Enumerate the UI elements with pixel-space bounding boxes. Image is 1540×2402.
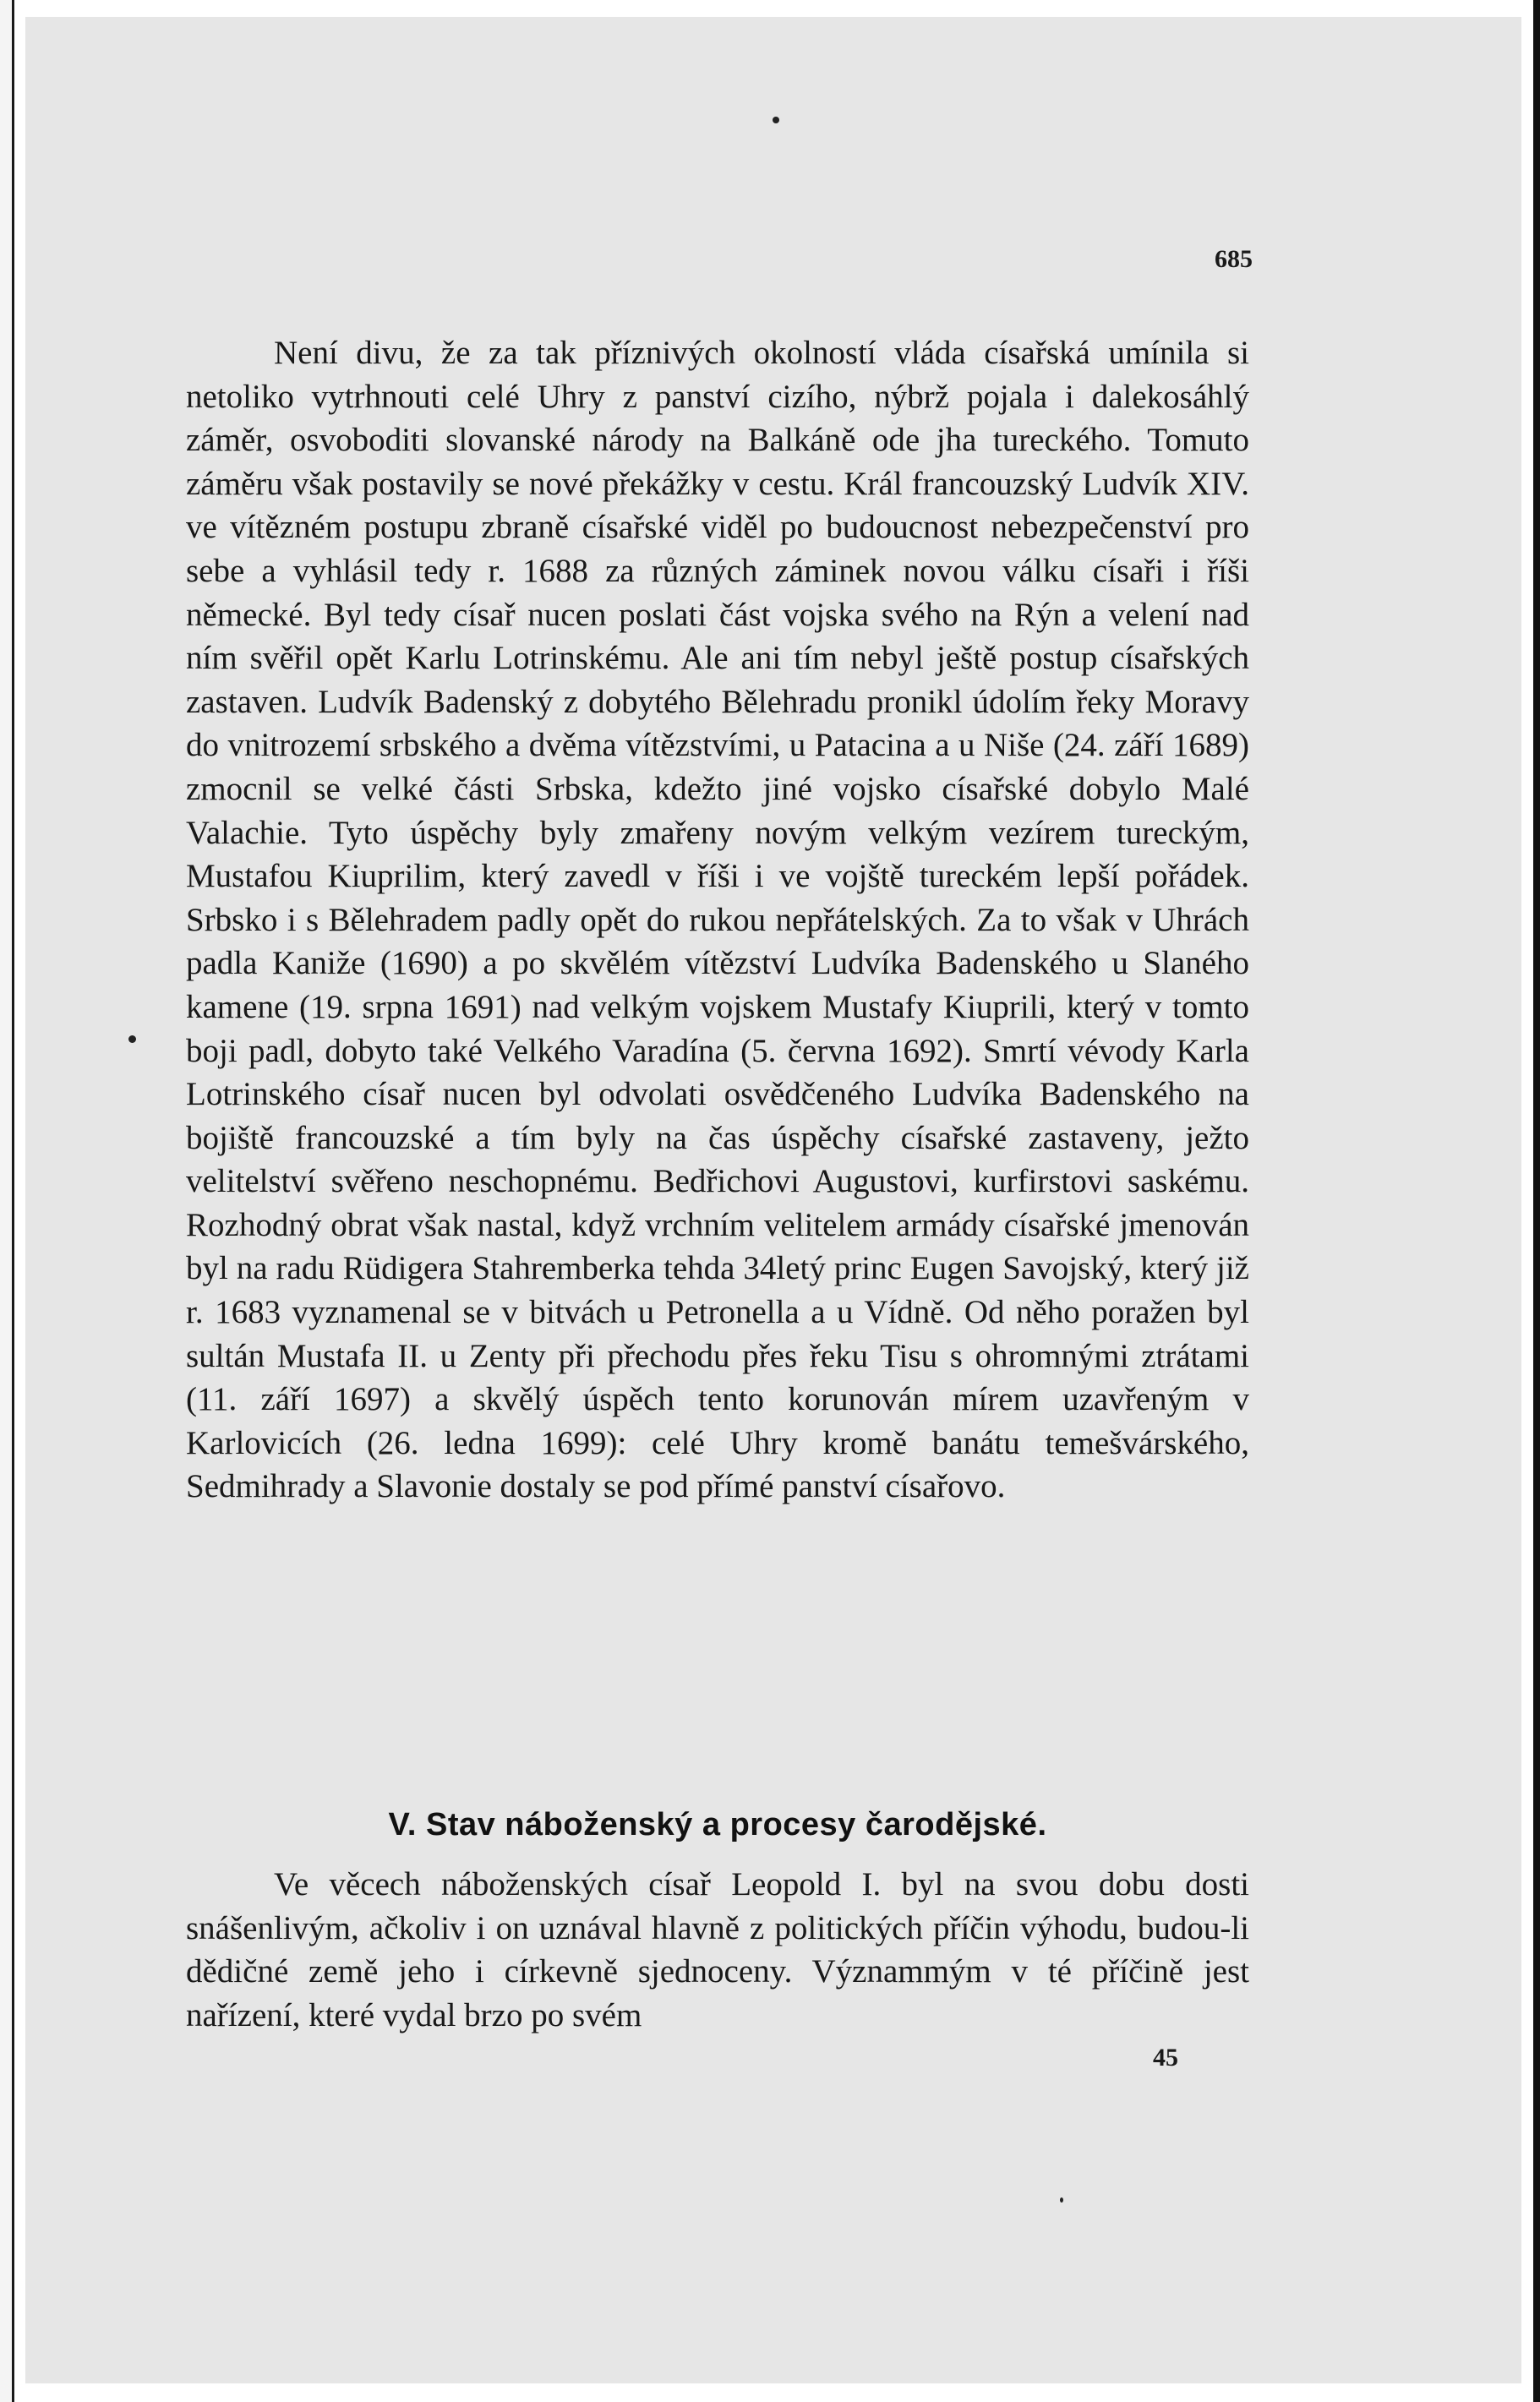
dust-speck [128, 1035, 136, 1043]
dust-speck [773, 117, 779, 123]
section-text-block [186, 1863, 1249, 2037]
dust-speck [1060, 2197, 1063, 2203]
section-heading: V. Stav náboženský a procesy čarodějské. [388, 1807, 1047, 1842]
signature-mark: 45 [1153, 2044, 1178, 2072]
left-binding-edge [0, 0, 14, 2402]
page-number: 685 [1215, 245, 1253, 273]
paragraph-1: Není divu, že za tak příznivých okolností vláda císařská umínila si netoliko vytrhnouti celé Uhry z panství cizího, nýbrž pojala i dalekosáhlý záměr, osvoboditi slovanské národy na Balkáně ode jha tureckého. Tomuto záměru však postavily se nové překážky v cestu. Král francouzský Ludvík XIV. ve vítězném postupu zbraně císařské viděl po budoucnost nebezpečenství pro sebe a vyhlásil tedy r. 1688 za různých záminek novou válku císaři i říši německé. Byl tedy císař nucen poslati část vojska svého na Rýn a velení nad ním svěřil opět Karlu Lotrinskému. Ale ani tím nebyl ještě postup císařských zastaven. Ludvík Badenský z dobytého Bělehradu pronikl údolím řeky Moravy do vnitrozemí srbského a dvěma vítězstvími, u Patacina a u Niše (24. září 1689) zmocnil se velké části Srbska, kdežto jiné vojsko císařské dobylo Malé Valachie. Tyto úspěchy byly zmařeny novým velkým vezírem tureckým, Mustafou Kiuprilim, který zavedl v říši i ve vojště tureckém lepší pořádek. Srbsko i s Bělehradem padly opět do rukou nepřátelských. Za to však v Uhrách padla Kaniže (1690) a po skvělém vítězství Ludvíka Badenského u Slaného kamene (19. srpna 1691) nad velkým vojskem Mustafy Kiuprili, který v tomto boji padl, dobyto také Velkého Varadína (5. června 1692). Smrtí vévody Karla Lotrinského císař nucen byl odvolati osvědčeného Ludvíka Badenského na bojiště francouzské a tím byly na čas úspěchy císařské zastaveny, ježto velitelství svěřeno neschopnému. Bedřichovi Augustovi, kurfirstovi saskému. Rozhodný obrat však nastal, když vrchním velitelem armády císařské jmenován byl na radu Rüdigera Stahremberka tehda 34letý princ Eugen Savojský, který již r. 1683 vyznamenal se v bitvách u Petronella a u Vídně. Od něho poražen byl sultán Mustafa II. u Zenty při přechodu přes řeku Tisu s ohromnými ztrátami (11. září 1697) a skvělý úspěch tento korunován mírem uzavřeným v Karlovicích (26. ledna 1699): celé Uhry kromě banátu temešvárského, Sedmihrady a Slavonie dostaly se pod přímé panství císařovo. [186, 335, 1249, 1505]
paragraph-2: Ve věcech náboženských císař Leopold I. byl na svou dobu dosti snášenlivým, ačkoliv i on uznával hlavně z politických příčin výhodu, budou-li dědičné země jeho i církevně sjednoceny. Význammým v té příčině jest nařízení, které vydal brzo po svém [186, 1866, 1249, 2034]
main-text-block [186, 331, 1249, 1509]
right-scan-edge [1533, 0, 1540, 2402]
